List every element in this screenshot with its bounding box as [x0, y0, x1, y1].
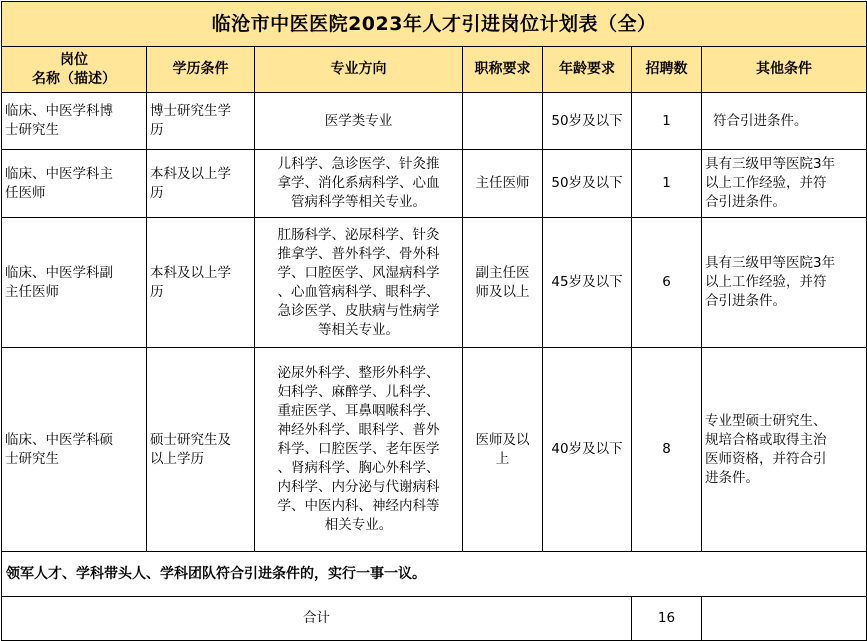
education-cell [147, 93, 255, 150]
education-line: 历 [150, 283, 164, 300]
major-line: 等相关专业。 [318, 321, 399, 338]
count-cell: 6 [632, 218, 702, 348]
header-age: 年龄要求 [543, 47, 632, 93]
position-cell [2, 218, 147, 348]
table-row [2, 218, 867, 348]
major-line: 、肾病科学、胸心外科学、 [277, 460, 440, 476]
education-line: 历 [150, 122, 164, 138]
major-cell [255, 150, 463, 218]
other-conditions-line: 合引进条件。 [705, 194, 786, 210]
position-cell [2, 93, 147, 150]
major-line: 学、中医内科、神经内科等 [277, 498, 440, 514]
major-line: 管病科学等相关专业。 [291, 194, 426, 210]
total-count: 16 [632, 597, 702, 641]
major-cell [255, 348, 463, 552]
major-line: 相关专业。 [324, 517, 393, 533]
count-cell: 8 [632, 348, 702, 552]
header-education: 学历条件 [147, 47, 255, 93]
header-count: 招聘数 [632, 47, 702, 93]
position-line: 主任医师 [5, 283, 59, 300]
education-cell [147, 150, 255, 218]
other-conditions-line: 具有三级甲等医院3年 [705, 255, 836, 271]
major-cell [255, 218, 463, 348]
education-cell [147, 348, 255, 552]
education-line: 本科及以上学 [150, 264, 231, 281]
title-requirement-cell [463, 218, 543, 348]
title-requirement-line: 副主任医 [475, 264, 530, 281]
title-requirement-cell [463, 348, 543, 552]
other-conditions-cell [702, 93, 867, 150]
other-conditions-line: 规培合格或取得主治 [705, 431, 827, 448]
title-requirement-cell [463, 150, 543, 218]
total-other-empty [702, 597, 867, 641]
position-line: 临床、中医学科硕 [5, 431, 113, 448]
table-row [2, 93, 867, 150]
major-line: 妇科学、麻醉学、儿科学、 [277, 384, 440, 400]
education-line: 历 [150, 184, 164, 201]
other-conditions-cell [702, 150, 867, 218]
position-line: 临床、中医学科主 [5, 165, 113, 182]
header-position [2, 47, 147, 93]
major-line: 、心血管病科学、眼科学、 [277, 283, 440, 300]
education-cell [147, 218, 255, 348]
note-row: 领军人才、学科带头人、学科团队符合引进条件的，实行一事一议。 [2, 552, 867, 597]
header-title-requirement: 职称要求 [463, 47, 543, 93]
title-requirement-cell [463, 93, 543, 150]
recruitment-plan-table [1, 1, 867, 641]
other-conditions-line: 以上工作经验，并符 [705, 175, 827, 191]
other-conditions-line: 具有三级甲等医院3年 [705, 156, 836, 172]
position-line: 士研究生 [5, 450, 59, 467]
major-line: 急诊医学、皮肤病与性病学 [277, 302, 440, 319]
major-line: 肛肠科学、泌尿科学、针灸 [277, 226, 440, 243]
education-line: 本科及以上学 [150, 165, 231, 182]
table-body [2, 93, 867, 552]
age-cell: 50岁及以下 [543, 150, 632, 218]
major-line: 重症医学、耳鼻咽喉科学、 [277, 403, 440, 419]
other-conditions-line: 以上工作经验，并符 [705, 274, 827, 290]
position-line: 士研究生 [5, 122, 59, 138]
title-requirement-line: 医师及以 [475, 431, 530, 448]
title-requirement-line: 师及以上 [475, 283, 530, 300]
position-cell [2, 348, 147, 552]
other-conditions-cell [702, 348, 867, 552]
major-line: 推拿学、普外科学、骨外科 [277, 245, 440, 262]
count-cell: 1 [632, 150, 702, 218]
table-row [2, 348, 867, 552]
position-line: 临床、中医学科博 [5, 103, 113, 119]
table-row [2, 150, 867, 218]
major-line: 学、口腔医学、风湿病科学 [277, 264, 440, 281]
age-cell: 45岁及以下 [543, 218, 632, 348]
major-line: 科学、口腔医学、老年医学 [277, 441, 440, 457]
other-conditions-line: 进条件。 [705, 469, 759, 486]
table-title: 临沧市中医医院2023年人才引进岗位计划表（全） [2, 2, 867, 47]
position-line: 任医师 [5, 184, 46, 201]
other-conditions-line: 医师资格，并符合引 [705, 450, 827, 467]
other-conditions-cell [702, 218, 867, 348]
major-line: 拿学、消化系病科学、心血 [277, 175, 440, 191]
age-cell: 40岁及以下 [543, 348, 632, 552]
position-cell [2, 150, 147, 218]
other-conditions-line: 专业型硕士研究生、 [705, 412, 827, 429]
major-line: 内科学、内分泌与代谢病科 [277, 479, 440, 495]
education-line: 硕士研究生及 [150, 431, 231, 448]
major-line: 儿科学、急诊医学、针灸推 [277, 156, 440, 172]
position-line: 临床、中医学科副 [5, 264, 113, 281]
header-major: 专业方向 [255, 47, 463, 93]
title-requirement-line: 上 [495, 450, 510, 467]
header-position-line2: 名称（描述） [32, 70, 116, 87]
age-cell: 50岁及以下 [543, 93, 632, 150]
title-requirement-line: 主任医师 [475, 175, 530, 191]
other-conditions-line: 合引进条件。 [705, 293, 786, 309]
education-line: 以上学历 [150, 450, 204, 467]
header-other: 其他条件 [702, 47, 867, 93]
count-cell: 1 [632, 93, 702, 150]
major-line: 神经外科学、眼科学、普外 [277, 422, 440, 438]
other-conditions-line: 符合引进条件。 [713, 112, 808, 129]
major-line: 泌尿外科学、整形外科学、 [277, 365, 440, 381]
major-line: 医学类专业 [324, 112, 393, 129]
header-position-line1: 岗位 [60, 51, 88, 68]
education-line: 博士研究生学 [150, 103, 231, 119]
major-cell [255, 93, 463, 150]
total-label: 合计 [2, 597, 632, 641]
